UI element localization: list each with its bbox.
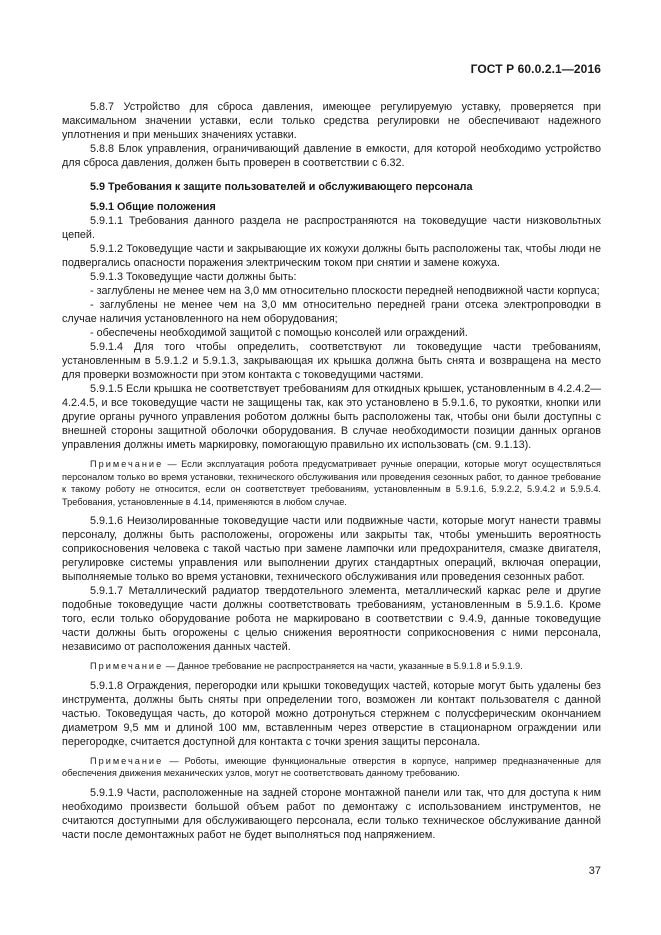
paragraph-5-9-1-9: 5.9.1.9 Части, расположенные на задней стороне монтажной панели или так, что для доступа к ним необходимо произвести большой объем работ по демонтажу с использованием инструментов, не считаются доступными для обслуживающего персонала, если только техническое обслуживание данной части после демонтажных работ не будет выполняться под напряжением. (62, 786, 601, 841)
note-label: Примечание (90, 755, 164, 766)
paragraph-5-9-1-2: 5.9.1.2 Токоведущие части и закрывающие их кожухи должны быть расположены так, чтобы люди не подвергались опасности поражения электрическим током при снятии и замене кожуха. (62, 243, 601, 269)
note-2 (62, 660, 601, 673)
paragraph-5-9-1-7: 5.9.1.7 Металлический радиатор твердотельного элемента, металлический каркас реле и другие подобные токоведущие части должны соответствовать требованиям, установленным в 5.9.1.6. Кроме того, если только оборудование робота не маркировано в соответствии с 9.4.9, данные токоведущие части должны быть огорожены с целью снижения вероятности соприкосновения с ними персонала, независимо от расположения данных частей. (62, 585, 601, 653)
note-3 (62, 755, 601, 780)
subsection-heading-5-9-1: 5.9.1 Общие положения (90, 201, 216, 213)
paragraph-5-9-1-6: 5.9.1.6 Неизолированные токоведущие части или подвижные части, которые могут нанести травмы персоналу, должны быть расположены, огорожены или закрыты так, чтобы уменьшить вероятность соприкосновения человека с такой частью при замене лампочки или предохранителя, смазке двигателя, регулировке системы управления или выполнении других стандартных операций, включая операции, выполняемые только во время установки, технического обслуживания или проведения сезонных работ. (62, 515, 601, 583)
list-item-2: - заглублены не менее чем на 3,0 мм относительно передней грани отсека электропроводки в случае наличия установленного на нем оборудования; (62, 299, 601, 325)
paragraph-5-9-1-8: 5.9.1.8 Ограждения, перегородки или крышки токоведущих частей, которые могут быть удалены без инструмента, должны быть сняты при определении того, возможен ли контакт пользователя с данной частью. Токоведущая часть, до которой можно дотронуться стержнем с полусферическим окончанием диаметром 9,5 мм и длиной 100 мм, вставленным через отверстие в стационарном ограждении или перегородке, считается доступной для контакта с точки зрения защиты персонала. (62, 679, 601, 748)
note-2-text: — Данное требование не распространяется на части, указанные в 5.9.1.8 и 5.9.1.9. (163, 661, 523, 671)
paragraph-5-9-1-1: 5.9.1.1 Требования данного раздела не распространяются на токоведущие части низковольтных цепей. (62, 215, 601, 241)
section-heading-5-9: 5.9 Требования к защите пользователей и обслуживающего персонала (90, 181, 473, 193)
document-code: ГОСТ Р 60.0.2.1—2016 (470, 62, 601, 76)
paragraph-5-9-1-3: 5.9.1.3 Токоведущие части должны быть: (90, 271, 297, 283)
note-label: Примечание (90, 459, 164, 469)
note-1-text: — Если эксплуатация робота предусматривает ручные операции, которые могут осуществляться персоналом только во время установки, технического обслуживания или проведения сезонных работ, то данное требование к такому роботу не относится, если он соответствует требованиям, установленным в 5.9.1.6, 5.9.2.2, 5.9.4.2 и 5.9.5.4. Требования, установленные в 4.14, применяются в любом случае. (62, 459, 601, 507)
paragraph-5-8-8: 5.8.8 Блок управления, ограничивающий давление в емкости, для которой необходимо устройство для сброса давления, должен быть проверен в соответствии с 6.32. (62, 143, 601, 169)
page-number: 37 (588, 865, 601, 877)
paragraph-5-9-1-5: 5.9.1.5 Если крышка не соответствует требованиям для откидных крышек, установленным в 4.2.4.2—4.2.4.5, и все токоведущие части не защищены так, как это установлено в 5.9.1.6, то рукоятки, кнопки или другие органы ручного управления роботом должны быть расположены так, чтобы они были доступны с внешней стороны защитной оболочки оборудования. В случае необходимости позиции данных органов управления должны иметь маркировку, помогающую правильно их использовать (см. 9.1.13). (62, 383, 601, 451)
paragraph-5-9-1-4: 5.9.1.4 Для того чтобы определить, соответствуют ли токоведущие части требованиям, установленным в 5.9.1.2 и 5.9.1.3, закрывающая их крышка должна быть снята и возвращена на место для проверки возможности при этом контакта с токоведущими частями. (62, 341, 601, 381)
note-3-text: — Роботы, имеющие функциональные отверстия в корпусе, например предназначенные для обеспечения движения механических узлов, могут не соответствовать данному требованию. (62, 755, 601, 778)
paragraph-5-8-7: 5.8.7 Устройство для сброса давления, имеющее регулируемую уставку, проверяется при максимальном значении уставки, если только средства регулировки не обеспечивают надежного уплотнения и при меньших значениях уставки. (62, 101, 601, 141)
note-label: Примечание (90, 661, 164, 671)
list-item-3: - обеспечены необходимой защитой с помощью консолей или ограждений. (90, 327, 468, 339)
note-1 (62, 458, 601, 508)
list-item-1: - заглублены не менее чем на 3,0 мм относительно плоскости передней неподвижной части корпуса; (90, 285, 600, 297)
